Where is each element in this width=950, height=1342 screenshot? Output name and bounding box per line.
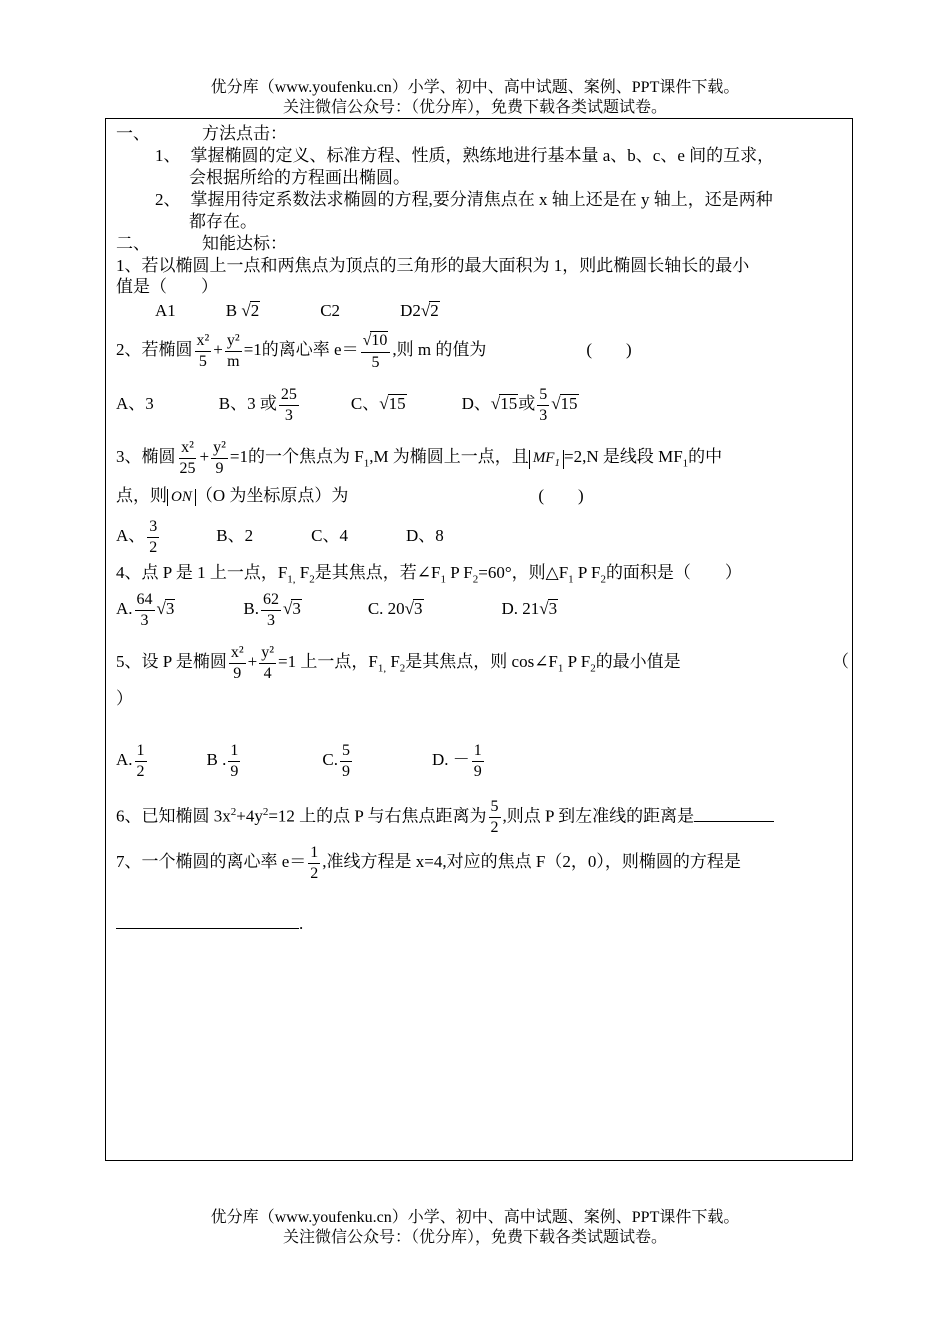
fraction: $\frac{1}{2}$ [310, 843, 319, 882]
q4-option-c: C. 20 [367, 599, 405, 618]
q2-text: 2、若椭圆 [116, 340, 193, 359]
section-1-number: 一、 [116, 124, 150, 143]
q1-options: A1 B √2 C2 D2√2 [155, 301, 439, 320]
q5-option-a: A. [116, 750, 133, 769]
q2-text: ,则 m 的值为 [392, 340, 487, 359]
q2-option-b: B、3 或 [218, 394, 277, 413]
q1-option-c: C2 [320, 301, 341, 320]
fraction: $\frac{3}{2}$ [149, 517, 158, 556]
footer-line-2: 关注微信公众号：（优分库），免费下载各类试题试卷。 [282, 1229, 667, 1246]
q3-option-d: D、8 [405, 526, 444, 545]
q5-options [116, 736, 486, 784]
section-2-heading [116, 233, 287, 255]
fraction: $\frac{5}{3}$ [539, 385, 548, 424]
fraction: $\frac{\text{y²}}{9}$ [213, 438, 226, 477]
q2-option-d: D、 [461, 394, 491, 413]
q3-option-a: A、 [116, 526, 146, 545]
answer-paren: ( ) [538, 486, 584, 505]
q3-stem: 3、椭圆 $\frac{\text{x²}}{25}$ + $\frac{\text{y²}}{9}$ =1的一个焦点为 $F_1,M$ 为椭圆上一点，且 $MF_1 =2,N$ 是线段 $MF_1$的中 [116, 438, 723, 477]
fraction: $\frac{64}{3}$ [136, 590, 153, 629]
answer-paren: ( ) [586, 340, 632, 359]
q3-options [116, 512, 444, 560]
item-number: 2、 [155, 190, 181, 209]
q4-option-d: D. 21 [501, 599, 540, 618]
q5-stem: 5、设 P 是椭圆 $\frac{\text{x²}}{9}$ + $\frac{\text{y²}}{4}$ =1 上一点，$F_{1,}$ $F_2$是其焦点，则 $\cos\angle F_1$ P $F_2$的最小值是 [116, 643, 681, 682]
fraction: $\frac{1}{9}$ [473, 741, 482, 780]
item-text: 掌握椭圆的定义、标准方程、性质，熟练地进行基本量 a、b、c、e 间的互求， [190, 146, 775, 165]
q3-text: 3、椭圆 [116, 447, 176, 466]
section-1-heading [116, 123, 287, 145]
q2-option-c: C、 [350, 394, 380, 413]
abs-on: ON [167, 489, 196, 506]
fraction: $\frac{5}{9}$ [341, 741, 350, 780]
q5-option-c: C. [322, 750, 338, 769]
q1-stem-cont: 值是（ ） [116, 277, 218, 296]
q5-option-b: B . [206, 750, 227, 769]
method-item-1-cont: 会根据所给的方程画出椭圆。 [189, 168, 410, 187]
q6-stem: 6、已知椭圆 $3x^2+4y^2=12$ 上的点 P 与右焦点距离为 $\frac{5}{2}$ ,则点 P 到左准线的距离是 [116, 788, 774, 841]
q6-answer-blank[interactable] [694, 805, 774, 822]
header-line-1: 优分库（www.youfenku.cn）小学、初中、高中试题、案例、PPT课件下载。 [210, 79, 740, 96]
q1-option-b: B [225, 301, 238, 320]
q1-stem: 1、若以椭圆上一点和两焦点为顶点的三角形的最大面积为 1，则此椭圆长轴长的最小 [116, 256, 750, 275]
q3-stem-cont: 点，则 ON （O 为坐标原点）为 ( ) [116, 486, 584, 505]
radicand: 2 [430, 301, 439, 320]
fraction: $\frac{\text{y²}}{m}$ [226, 331, 240, 370]
fraction: $\frac{\text{x²}}{5}$ [196, 331, 210, 370]
q2-text: =1的离心率 e＝ [243, 340, 359, 359]
q4-option-b: B. [243, 599, 259, 618]
q3-option-c: C、4 [311, 526, 348, 545]
abs-mf1: $MF_1$ [529, 450, 564, 469]
method-item-2-cont: 都存在。 [189, 212, 257, 231]
method-item-1 [155, 145, 774, 167]
q3-option-b: B、2 [216, 526, 254, 545]
q5-paren-open: （ [832, 652, 849, 671]
item-text: 掌握用待定系数法求椭圆的方程,要分清焦点在 x 轴上还是在 y 轴上，还是两种 [190, 190, 773, 209]
q4-options: A. $\frac{64}{3}$ √3 B. $\frac{62}{3}$ √3 C. 20√3 D. 21√3 [116, 590, 558, 629]
fraction: $\frac{1}{9}$ [230, 741, 239, 780]
q7-answer-blank[interactable] [116, 912, 299, 929]
q7-stem: 7、一个椭圆的离心率 e＝ $\frac{1}{2}$ ,准线方程是 x=4,对应的焦点 F（2，0），则椭圆的方程是 [116, 843, 741, 882]
fraction: $\frac{25}{3}$ [280, 385, 297, 424]
fraction: $\frac{\text{x²}}{25}$ [179, 438, 196, 477]
q5-paren-close: ） [116, 689, 133, 708]
q2-options: A、3 B、3 或 $\frac{25}{3}$ C、√15 D、√15或 $\frac{5}{3}$ √15 [116, 385, 578, 424]
q7-answer: . [116, 912, 303, 935]
plus-sign: + [213, 340, 223, 359]
fraction: $\frac{1}{2}$ [136, 741, 145, 780]
fraction: $\frac{5}{2}$ [490, 798, 499, 837]
q2-option-a: A、3 [116, 394, 154, 413]
fraction: $\frac{\text{x²}}{9}$ [230, 643, 244, 682]
header-line-2: 关注微信公众号：（优分库），免费下载各类试题试卷。 [282, 99, 667, 116]
fraction: $\frac{\text{y²}}{4}$ [261, 643, 275, 682]
section-2-number: 二、 [116, 234, 150, 253]
footer-line-1: 优分库（www.youfenku.cn）小学、初中、高中试题、案例、PPT课件下载。 [210, 1209, 740, 1226]
fraction: $\frac{√10}{5}$ [361, 331, 391, 371]
q4-option-a: A. [116, 599, 133, 618]
fraction: $\frac{62}{3}$ [262, 590, 279, 629]
q2-stem [116, 328, 632, 372]
q4-stem: 4、点 P 是 1 上一点，$F_{1,}$ $F_2$是其焦点，若$\angle F_1$ P $F_2=60^\circ$，则$\triangle F_1$ P $F_2$的面积是（ ） [116, 563, 742, 586]
item-number: 1、 [155, 146, 181, 165]
section-2-title: 知能达标： [202, 234, 287, 253]
section-1-title: 方法点击： [202, 124, 287, 143]
method-item-2 [155, 189, 773, 211]
q1-option-a: A1 [155, 301, 176, 320]
radicand: 2 [250, 301, 260, 320]
q5-option-d: D. － [431, 750, 470, 769]
q1-option-d: D2 [400, 301, 421, 320]
